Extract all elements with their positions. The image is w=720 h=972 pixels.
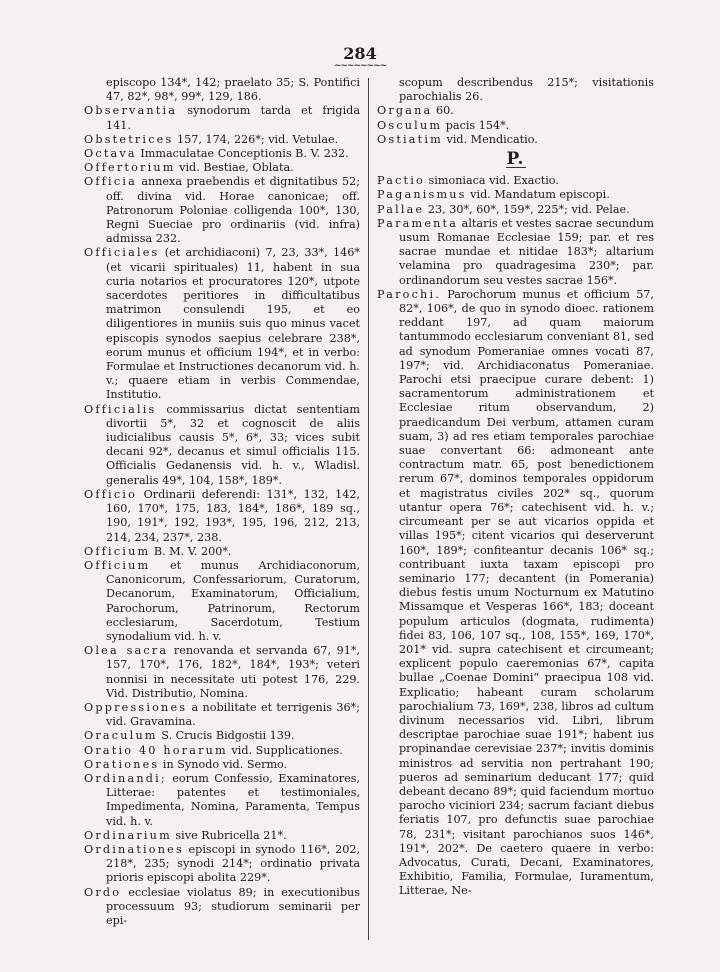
index-entry <box>377 217 654 288</box>
index-entry <box>84 246 360 402</box>
entry-text: simoniaca vid. Exactio. <box>424 174 559 188</box>
entry-text: eorum Confessio, Examinatores, Litterae: patentes et testimoniales, Impedimenta, Nomina, Paramenta, Tempus vid. h. v. <box>106 771 360 828</box>
entry-headword: Paramenta <box>377 216 459 230</box>
entry-text: et munus Archidiaconorum, Canonicorum, Confessariorum, Curatorum, Decanorum, Examinatorum, Officialium, Parochorum, Patrinorum, Rectorum ecclesiarum, Sacerdotum, Testium synodalium vid. h. v. <box>106 558 360 643</box>
entry-text: Parochorum munus et officium 57, 82*, 106*, de quo in synodo dioec. rationem reddant 197, ad quam maiorum tantummodo ecclesiarum conveniant 81, sed ad synodum Pomeraniae omnes vocati 87, 197*; vid. Archidiaconatus Pomeraniae. Parochi etsi praecipue curare debent: 1) sacramentorum administrationem et Ecclesiae ritum observandum, 2) praedicandum Dei verbum, attamen curam suam, 3) ad res etiam temporales parochiae suae convertant 66: admoneant ante contractum matr. 65, post benedictionem rerum 67*, dominos temporales oppidorum et magistratus civiles 202* sq., quorum utantur opera 76*; catechisent vid. h. v.; circumeant per se aut vicarios oppida et villas 195*; citent vicarios qui deserverunt 160*, 189*; confiteantur decanis 106* sq.; contribuant iuxta taxam episcopi pro seminario 177; decantent (in Pomerania) diebus festis unum Nocturnum ex Matutino Missamque et Vesperas 166*, 183; doceant populum articulos (dogmata, rudimenta) fidei 83, 106, 107 sq., 108, 155*, 169, 170*, 201* vid. supra catechisent et circumeant; explicent populo caeremonias 67*, capita bullae „Coenae Domini“ praecipua 108 vid. Explicatio; habeant curam scholarum parochialium 73, 169*, 238, libros ad cultum divinum necessarios vid. Libri, librum descriptae parochiae suae 191*; habent ius propinandae cerevisiae 237*; invitis dominis ministros ad servitia non pertrahant 190; pueros ad seminarium deducant 177; quid debeant decano 89*; quid faciendum mortuo parocho viciniori 234; sacrum faciant diebus feriatis 107, pro defunctis suae parochiae 78, 231*; visitant parochianos suos 146*, 191*, 202*. De caetero quaere in verbo: Advocatus, Curati, Decani, Examinatores, Exhibitio, Familia, Formulae, Iuramentum, Litterae, Ne- <box>399 287 654 898</box>
entry-headword: Observantia <box>84 104 178 118</box>
entry-text: annexa praebendis et dignitatibus 52; off. divina vid. Horae canonicae; off. Patronorum Poloniae colligenda 100*, 130, Regni Sueciae pro ordinariis (vid. infra) admissa 232. <box>106 175 360 246</box>
entry-headword: Ordo <box>84 885 122 899</box>
entry-text: Immaculatae Conceptionis B. V. 232. <box>136 147 349 161</box>
entry-headword: Officio <box>84 487 138 501</box>
index-entry <box>84 829 360 843</box>
entry-headword: Pactio <box>377 174 425 188</box>
entry-text: renovanda et servanda 67, 91*, 157, 170*, 176, 182*, 184*, 193*; veteri nonnisi in necessitate uti potest 176, 229. Vid. Distributio, Nomina. <box>106 644 361 700</box>
entry-headword: Officium <box>84 544 151 558</box>
index-entry <box>84 744 360 758</box>
entry-headword: Oppressiones <box>84 700 188 714</box>
index-entry <box>377 104 654 118</box>
section-letter-p: P. <box>377 152 654 168</box>
right-column-o-entries <box>377 76 654 147</box>
index-entry <box>84 403 360 488</box>
entry-text: Ordinarii deferendi: 131*, 132, 142, 160, 170*, 175, 183, 184*, 186*, 189 sq., 190, 191*, 192, 193*, 195, 196, 212, 213, 214, 234, 237*, 238. <box>106 487 360 544</box>
entry-text: commissarius dictat sententiam divortii 5*, 32 et cognoscit de aliis iudicialibus causis 5*, 6*, 33; vices subit decani 92*, decanus et simul officialis 115. Officialis Gedanensis vid. h. v., Wladisl. generalis 49*, 104, 158*, 189*. <box>106 402 360 487</box>
index-entry <box>377 119 654 133</box>
entry-headword: Ordinarium <box>84 828 172 842</box>
entry-text: episcopi in synodo 116*, 202, 218*, 235; synodi 214*; ordinatio privata prioris episcopi abolita 229*. <box>106 842 360 885</box>
index-entry <box>84 843 360 886</box>
column-divider <box>368 78 369 940</box>
entry-text: synodorum tarda et frigida 141. <box>106 104 360 132</box>
entry-text: vid. Bestiae, Oblata. <box>175 161 294 175</box>
index-entry <box>377 174 654 188</box>
index-entry <box>377 133 654 147</box>
entry-headword: Officiales <box>84 246 160 260</box>
entry-headword: Parochi. <box>377 287 441 301</box>
page-number-text: 284 <box>343 44 377 63</box>
entry-text: pacis 154*. <box>442 118 510 132</box>
entry-headword: Olea sacra <box>84 644 169 658</box>
page-number-decoration: ~~~~~~~~ <box>333 61 387 71</box>
index-entry <box>84 133 360 147</box>
entry-text: scopum describendus 215*; visitationis parochialis 26. <box>399 76 654 104</box>
index-entry <box>84 701 360 729</box>
index-entry <box>84 559 360 644</box>
index-entry <box>377 188 654 202</box>
index-entry <box>84 161 360 175</box>
entry-headword: Oratio 40 horarum <box>84 743 228 757</box>
entry-headword: Ordinandi; <box>84 771 167 785</box>
entry-text: vid. Mendicatio. <box>442 132 538 146</box>
entry-text: S. Crucis Bidgostii 139. <box>157 729 295 743</box>
entry-text: 157, 174, 226*; vid. Vetulae. <box>173 132 339 146</box>
index-entry <box>84 772 360 829</box>
entry-text: vid. Supplicationes. <box>227 743 343 757</box>
index-entry <box>84 644 360 701</box>
entry-headword: Officialis <box>84 402 157 416</box>
entry-headword: Organa <box>377 104 433 118</box>
right-column <box>377 76 654 899</box>
entry-headword: Orationes <box>84 757 160 771</box>
index-entry <box>377 203 654 217</box>
entry-headword: Pallae <box>377 202 425 216</box>
entry-text: sive Rubricella 21*. <box>171 828 287 842</box>
page-number <box>0 44 720 69</box>
index-entry <box>84 729 360 743</box>
entry-text: 23, 30*, 60*, 159*, 225*; vid. Pelae. <box>424 202 630 216</box>
index-entry <box>84 104 360 132</box>
index-entry <box>84 488 360 545</box>
entry-text: (et archidiaconi) 7, 23, 33*, 146* (et vicarii spirituales) 11, habent in sua curia notarios et procuratores 120*, utpote sacerdotes peritiores in difficultatibus matrimon consulendi 195, et eo diligentiores in muniis suis quo minus vacet episcopis synodos saepius celebrare 238*, eorum munus et officium 194*, et in verbo: Formulae et Instructiones decanorum vid. h. v.; quaere etiam in verbis Commendae, Institutio. <box>106 246 360 402</box>
entry-headword: Obstetrices <box>84 132 174 146</box>
entry-headword: Osculum <box>377 118 443 132</box>
right-column-p-entries <box>377 174 654 898</box>
index-entry <box>84 147 360 161</box>
entry-headword: Offertorium <box>84 161 176 175</box>
index-entry <box>84 886 360 929</box>
index-entry <box>377 288 654 899</box>
left-column <box>84 76 360 928</box>
entry-text: ecclesiae violatus 89; in executionibus processuum 93; studiorum seminarii per epi- <box>106 885 360 927</box>
entry-text: in Synodo vid. Sermo. <box>159 757 288 771</box>
entry-headword: Octava <box>84 147 137 161</box>
entry-text: 60. <box>432 104 454 118</box>
entry-text: vid. Mandatum episcopi. <box>466 188 610 202</box>
entry-headword: Ordinationes <box>84 842 184 856</box>
index-entry <box>377 76 654 104</box>
entry-text: altaris et vestes sacrae secundum usum Romanae Ecclesiae 159; par. et res sacrae mundae et nitidae 183*; altarium velamina pro quadragesima 230*; par. ordinandorum seu vestes sacrae 156*. <box>399 216 654 287</box>
entry-text: a nobilitate et terrigenis 36*; vid. Gravamina. <box>106 700 360 729</box>
index-entry <box>84 758 360 772</box>
index-entry <box>84 545 360 559</box>
index-entry <box>84 175 360 246</box>
entry-headword: Oraculum <box>84 729 158 743</box>
entry-headword: Ostiatim <box>377 132 443 146</box>
entry-text: episcopo 134*, 142; praelato 35; S. Pontifici 47, 82*, 98*, 99*, 129, 186. <box>106 76 360 104</box>
entry-headword: Officium <box>84 558 151 572</box>
entry-headword: Paganismus <box>377 188 467 202</box>
entry-text: B. M. V. 200*. <box>150 544 232 558</box>
index-entry <box>84 76 360 104</box>
entry-headword: Officia <box>84 175 137 189</box>
